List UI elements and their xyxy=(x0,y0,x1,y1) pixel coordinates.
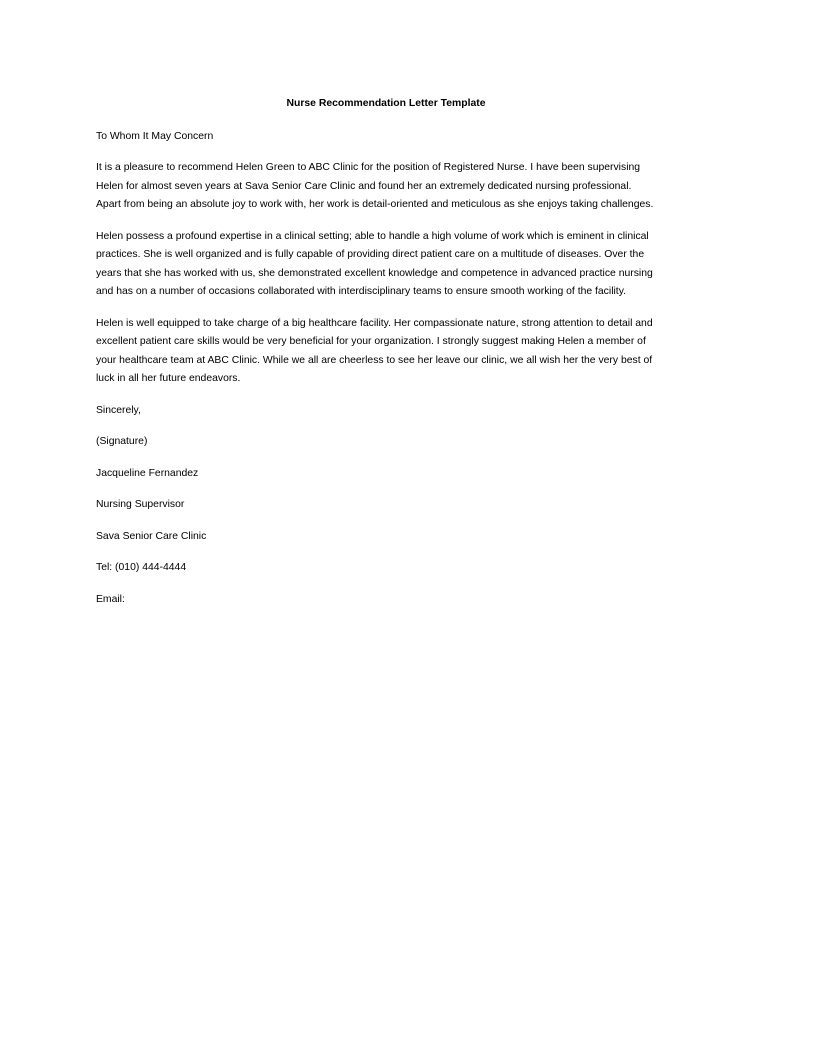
signer-telephone: Tel: (010) 444-4444 xyxy=(96,562,187,573)
paragraph-line: Helen is well equipped to take charge of a big healthcare facility. Her compassionate nature, strong attention to detail and xyxy=(96,317,653,329)
paragraph-2 xyxy=(96,228,672,302)
letter-body xyxy=(96,95,672,622)
paragraph-1 xyxy=(96,159,672,215)
letter-title: Nurse Recommendation Letter Template xyxy=(286,98,486,109)
signer-name: Jacqueline Fernandez xyxy=(96,467,199,479)
paragraph-line: practices. She is well organized and is fully capable of providing direct patient care on a multitude of diseases. Over the xyxy=(96,249,645,260)
paragraph-3 xyxy=(96,315,672,389)
signer-organization: Sava Senior Care Clinic xyxy=(96,530,207,542)
paragraph-line: and has on a number of occasions collaborated with interdisciplinary teams to ensure smooth working of the facility. xyxy=(96,286,627,297)
paragraph-line: your healthcare team at ABC Clinic. While we all are cheerless to see her leave our clinic, we all wish her the very best of xyxy=(96,354,653,366)
paragraph-line: luck in all her future endeavors. xyxy=(96,373,241,384)
paragraph-line: Helen possess a profound expertise in a clinical setting; able to handle a high volume of work which is eminent in clinical xyxy=(96,230,649,242)
paragraph-line: years that she has worked with us, she demonstrated excellent knowledge and competence in advanced practice nursing xyxy=(96,267,653,279)
signature-placeholder: (Signature) xyxy=(96,436,148,447)
paragraph-line: Helen for almost seven years at Sava Senior Care Clinic and found her an extremely dedicated nursing professional. xyxy=(96,180,632,192)
valediction: Sincerely, xyxy=(96,404,141,416)
paragraph-line: Apart from being an absolute joy to work with, her work is detail-oriented and meticulous as she enjoys taking challenges. xyxy=(96,199,654,210)
paragraph-line: It is a pleasure to recommend Helen Green to ABC Clinic for the position of Registered Nurse. I have been supervising xyxy=(96,162,641,173)
signer-position: Nursing Supervisor xyxy=(96,499,185,510)
letter-greeting: To Whom It May Concern xyxy=(96,130,214,142)
signer-email: Email: xyxy=(96,593,125,605)
paragraph-line: excellent patient care skills would be very beneficial for your organization. I strongly suggest making Helen a member of xyxy=(96,336,646,347)
